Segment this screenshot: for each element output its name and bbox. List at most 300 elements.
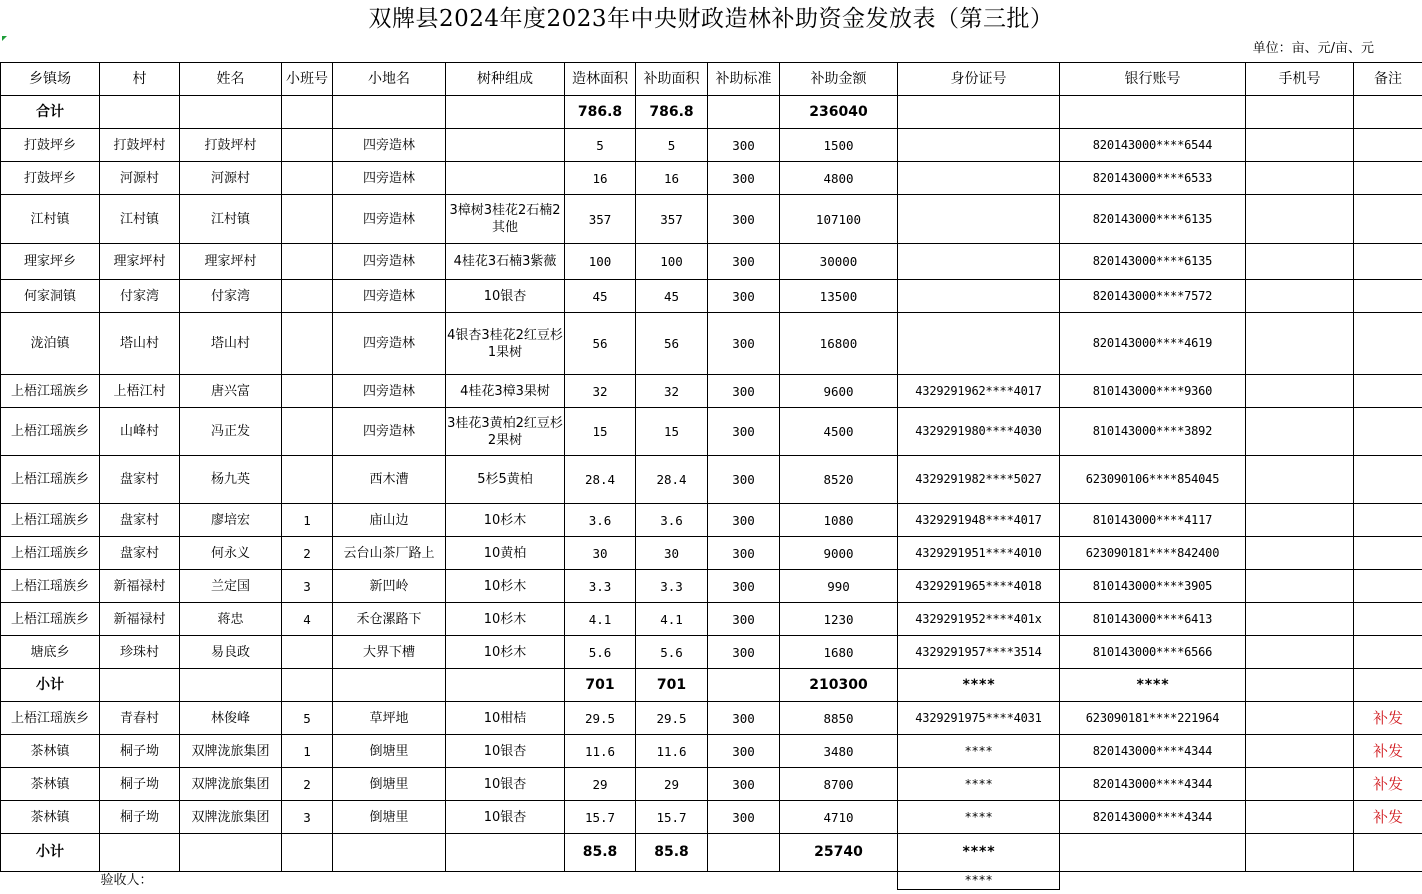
- header-species: 树种组成: [446, 63, 565, 96]
- cell-plant-area: 15: [565, 408, 636, 456]
- cell-plot: 2: [282, 768, 333, 801]
- table-row: [1, 408, 1422, 456]
- cell-standard: 300: [708, 801, 780, 834]
- cell-plot: 1: [282, 504, 333, 537]
- cell-subsidy-area: 29.5: [636, 702, 708, 735]
- cell-id-number: 4329291980****4030: [898, 408, 1060, 456]
- cell-bank-account: 820143000****4619: [1060, 313, 1246, 375]
- cell-note: [1354, 456, 1422, 504]
- cell-id-number: 4329291951****4010: [898, 537, 1060, 570]
- cell-note: 补发: [1354, 801, 1422, 834]
- subtotal-plant-area: 701: [565, 669, 636, 702]
- cell-village: 江村镇: [100, 195, 180, 244]
- cell-bank-account: 820143000****6544: [1060, 129, 1246, 162]
- cell-species: 10银杏: [446, 735, 565, 768]
- cell-note: [1354, 603, 1422, 636]
- cell-place: 新凹岭: [333, 570, 446, 603]
- cell-standard: 300: [708, 195, 780, 244]
- cell-subsidy-area: 3.6: [636, 504, 708, 537]
- cell-amount: 13500: [780, 280, 898, 313]
- cell-amount: 1230: [780, 603, 898, 636]
- cell-bank-account: 623090181****842400: [1060, 537, 1246, 570]
- cell-town: 上梧江瑶族乡: [1, 456, 100, 504]
- cell-amount: 8700: [780, 768, 898, 801]
- cell-phone: [1246, 375, 1354, 408]
- cell-plant-area: 15.7: [565, 801, 636, 834]
- subtotal-bank: ****: [1060, 669, 1246, 702]
- cell-id-number: 4329291952****401x: [898, 603, 1060, 636]
- cell-village: 山峰村: [100, 408, 180, 456]
- total-plant-area: 786.8: [565, 96, 636, 129]
- cell-phone: [1246, 456, 1354, 504]
- table-row: [1, 702, 1422, 735]
- cell-plot: [282, 636, 333, 669]
- cell-subsidy-area: 32: [636, 375, 708, 408]
- cell-subsidy-area: 45: [636, 280, 708, 313]
- cell-species: 10杉木: [446, 570, 565, 603]
- cell-plot: [282, 375, 333, 408]
- cell-plant-area: 357: [565, 195, 636, 244]
- cell-subsidy-area: 29: [636, 768, 708, 801]
- cell-village: 盘家村: [100, 537, 180, 570]
- cell-note: [1354, 162, 1422, 195]
- cell-plant-area: 45: [565, 280, 636, 313]
- cell-place: 四旁造林: [333, 313, 446, 375]
- cell-village: 理家坪村: [100, 244, 180, 280]
- cell-subsidy-area: 5: [636, 129, 708, 162]
- cell-plant-area: 29.5: [565, 702, 636, 735]
- cell-place: 大界下槽: [333, 636, 446, 669]
- cell-subsidy-area: 4.1: [636, 603, 708, 636]
- cell-name: 塔山村: [180, 313, 282, 375]
- cell-amount: 1080: [780, 504, 898, 537]
- cell-bank-account: 820143000****4344: [1060, 735, 1246, 768]
- cell-subsidy-area: 56: [636, 313, 708, 375]
- cell-town: 上梧江瑶族乡: [1, 408, 100, 456]
- cell-plant-area: 30: [565, 537, 636, 570]
- cell-plant-area: 3.3: [565, 570, 636, 603]
- cell-id-number: 4329291962****4017: [898, 375, 1060, 408]
- cell-place: 西木漕: [333, 456, 446, 504]
- table-row: [1, 456, 1422, 504]
- header-id-number: 身份证号: [898, 63, 1060, 96]
- cell-plant-area: 29: [565, 768, 636, 801]
- cell-bank-account: 623090181****221964: [1060, 702, 1246, 735]
- cell-standard: 300: [708, 129, 780, 162]
- cell-place: 倒塘里: [333, 735, 446, 768]
- cell-place: 草坪地: [333, 702, 446, 735]
- cell-standard: 300: [708, 456, 780, 504]
- cell-place: 四旁造林: [333, 280, 446, 313]
- table-row: [1, 537, 1422, 570]
- cell-town: 打鼓坪乡: [1, 129, 100, 162]
- cell-standard: 300: [708, 702, 780, 735]
- cell-town: 茶林镇: [1, 801, 100, 834]
- cell-id-number: [898, 244, 1060, 280]
- cell-id-number: 4329291982****5027: [898, 456, 1060, 504]
- cell-town: 上梧江瑶族乡: [1, 504, 100, 537]
- cell-amount: 8850: [780, 702, 898, 735]
- cell-amount: 1500: [780, 129, 898, 162]
- cell-place: 庙山边: [333, 504, 446, 537]
- cell-id-number: [898, 280, 1060, 313]
- table-row: [1, 129, 1422, 162]
- cell-phone: [1246, 801, 1354, 834]
- cell-species: 10柑桔: [446, 702, 565, 735]
- cell-note: [1354, 244, 1422, 280]
- cell-note: [1354, 313, 1422, 375]
- header-note: 备注: [1354, 63, 1422, 96]
- cell-village: 盘家村: [100, 456, 180, 504]
- cell-bank-account: 810143000****9360: [1060, 375, 1246, 408]
- total-amount: 236040: [780, 96, 898, 129]
- header-bank-account: 银行账号: [1060, 63, 1246, 96]
- cell-bank-account: 810143000****3892: [1060, 408, 1246, 456]
- unit-label: 单位：亩、元/亩、元: [1252, 41, 1374, 56]
- subtotal-row: [1, 834, 1422, 872]
- cell-species: 10银杏: [446, 801, 565, 834]
- cell-plot: 3: [282, 801, 333, 834]
- cell-bank-account: 810143000****6413: [1060, 603, 1246, 636]
- cell-plant-area: 3.6: [565, 504, 636, 537]
- cell-phone: [1246, 636, 1354, 669]
- cell-plant-area: 4.1: [565, 603, 636, 636]
- header-plant-area: 造林面积: [565, 63, 636, 96]
- table-row: [1, 375, 1422, 408]
- subtotal-row: [1, 669, 1422, 702]
- cell-standard: 300: [708, 537, 780, 570]
- subtotal-amount: 25740: [780, 834, 898, 872]
- cell-plant-area: 5.6: [565, 636, 636, 669]
- table-row: [1, 244, 1422, 280]
- cell-name: 江村镇: [180, 195, 282, 244]
- cell-species: [446, 162, 565, 195]
- cell-amount: 1680: [780, 636, 898, 669]
- cell-note: [1354, 408, 1422, 456]
- subtotal-subsidy-area: 701: [636, 669, 708, 702]
- cell-plot: [282, 280, 333, 313]
- cell-place: 四旁造林: [333, 195, 446, 244]
- cell-note: [1354, 537, 1422, 570]
- cell-standard: 300: [708, 313, 780, 375]
- table-row: [1, 280, 1422, 313]
- cell-subsidy-area: 15: [636, 408, 708, 456]
- table-row: [1, 570, 1422, 603]
- cell-id-number: 4329291975****4031: [898, 702, 1060, 735]
- table-row: [1, 768, 1422, 801]
- cell-phone: [1246, 603, 1354, 636]
- cell-plant-area: 11.6: [565, 735, 636, 768]
- cell-note: 补发: [1354, 702, 1422, 735]
- cell-amount: 990: [780, 570, 898, 603]
- cell-bank-account: 820143000****6533: [1060, 162, 1246, 195]
- cell-plot: 1: [282, 735, 333, 768]
- cell-bank-account: 820143000****6135: [1060, 195, 1246, 244]
- table-row: [1, 195, 1422, 244]
- cell-species: 4桂花3樟3果树: [446, 375, 565, 408]
- cell-town: 上梧江瑶族乡: [1, 570, 100, 603]
- table-row: [1, 636, 1422, 669]
- cell-name: 唐兴富: [180, 375, 282, 408]
- cell-standard: 300: [708, 244, 780, 280]
- cell-species: 10杉木: [446, 636, 565, 669]
- cell-species: 4桂花3石楠3紫薇: [446, 244, 565, 280]
- cell-id-number: [898, 195, 1060, 244]
- cell-species: [446, 129, 565, 162]
- cell-plot: [282, 408, 333, 456]
- cell-phone: [1246, 244, 1354, 280]
- cell-amount: 9000: [780, 537, 898, 570]
- cell-name: 打鼓坪村: [180, 129, 282, 162]
- cell-name: 付家湾: [180, 280, 282, 313]
- footer-row: [1, 872, 1422, 890]
- cell-name: 蒋忠: [180, 603, 282, 636]
- cell-name: 兰定国: [180, 570, 282, 603]
- cell-id-number: 4329291948****4017: [898, 504, 1060, 537]
- cell-plot: [282, 456, 333, 504]
- cell-standard: 300: [708, 375, 780, 408]
- footer-id: ****: [898, 872, 1060, 890]
- cell-note: [1354, 280, 1422, 313]
- cell-name: 杨九英: [180, 456, 282, 504]
- cell-phone: [1246, 735, 1354, 768]
- header-town: 乡镇场: [1, 63, 100, 96]
- cell-village: 新福禄村: [100, 570, 180, 603]
- header-village: 村: [100, 63, 180, 96]
- cell-species: 5杉5黄柏: [446, 456, 565, 504]
- cell-plot: [282, 195, 333, 244]
- cell-standard: 300: [708, 603, 780, 636]
- cell-phone: [1246, 162, 1354, 195]
- cell-plot: [282, 129, 333, 162]
- cell-town: 上梧江瑶族乡: [1, 603, 100, 636]
- page-title: 双牌县2024年度2023年中央财政造林补助资金发放表（第三批）: [368, 6, 1054, 32]
- cell-id-number: 4329291965****4018: [898, 570, 1060, 603]
- subtotal-plant-area: 85.8: [565, 834, 636, 872]
- cell-subsidy-area: 357: [636, 195, 708, 244]
- cell-note: [1354, 375, 1422, 408]
- cell-name: 双牌泷旅集团: [180, 735, 282, 768]
- cell-bank-account: 820143000****6135: [1060, 244, 1246, 280]
- table-row: [1, 313, 1422, 375]
- cell-plant-area: 5: [565, 129, 636, 162]
- cell-id-number: ****: [898, 735, 1060, 768]
- cell-village: 桐子坳: [100, 768, 180, 801]
- cell-amount: 4710: [780, 801, 898, 834]
- header-standard: 补助标准: [708, 63, 780, 96]
- cell-standard: 300: [708, 768, 780, 801]
- cell-standard: 300: [708, 408, 780, 456]
- subtotal-amount: 210300: [780, 669, 898, 702]
- cell-village: 塔山村: [100, 313, 180, 375]
- table-row: [1, 801, 1422, 834]
- cell-place: 禾仓漯路下: [333, 603, 446, 636]
- cell-place: 四旁造林: [333, 375, 446, 408]
- total-row: [1, 96, 1422, 129]
- cell-plot: 3: [282, 570, 333, 603]
- cell-amount: 4500: [780, 408, 898, 456]
- table-row: [1, 504, 1422, 537]
- cell-phone: [1246, 313, 1354, 375]
- cell-id-number: [898, 162, 1060, 195]
- subtotal-label: 小计: [1, 834, 100, 872]
- cell-species: 10银杏: [446, 280, 565, 313]
- cell-place: 倒塘里: [333, 768, 446, 801]
- table-row: [1, 735, 1422, 768]
- cell-subsidy-area: 5.6: [636, 636, 708, 669]
- cell-standard: 300: [708, 280, 780, 313]
- cell-comment-marker: [2, 36, 7, 41]
- cell-plant-area: 32: [565, 375, 636, 408]
- cell-village: 新福禄村: [100, 603, 180, 636]
- cell-subsidy-area: 3.3: [636, 570, 708, 603]
- cell-town: 塘底乡: [1, 636, 100, 669]
- cell-phone: [1246, 768, 1354, 801]
- cell-place: 倒塘里: [333, 801, 446, 834]
- cell-village: 上梧江村: [100, 375, 180, 408]
- cell-town: 打鼓坪乡: [1, 162, 100, 195]
- cell-plant-area: 28.4: [565, 456, 636, 504]
- cell-id-number: [898, 313, 1060, 375]
- table-row: [1, 162, 1422, 195]
- cell-species: 10银杏: [446, 768, 565, 801]
- cell-name: 何永义: [180, 537, 282, 570]
- cell-village: 打鼓坪村: [100, 129, 180, 162]
- cell-village: 盘家村: [100, 504, 180, 537]
- subtotal-label: 小计: [1, 669, 100, 702]
- cell-bank-account: 810143000****3905: [1060, 570, 1246, 603]
- cell-subsidy-area: 11.6: [636, 735, 708, 768]
- cell-bank-account: 820143000****4344: [1060, 801, 1246, 834]
- cell-id-number: ****: [898, 768, 1060, 801]
- cell-bank-account: 623090106****854045: [1060, 456, 1246, 504]
- cell-name: 理家坪村: [180, 244, 282, 280]
- cell-phone: [1246, 408, 1354, 456]
- cell-town: 上梧江瑶族乡: [1, 702, 100, 735]
- cell-note: 补发: [1354, 768, 1422, 801]
- header-phone: 手机号: [1246, 63, 1354, 96]
- cell-note: [1354, 636, 1422, 669]
- cell-amount: 8520: [780, 456, 898, 504]
- cell-note: [1354, 504, 1422, 537]
- total-subsidy-area: 786.8: [636, 96, 708, 129]
- header-row: [1, 63, 1422, 96]
- cell-plant-area: 56: [565, 313, 636, 375]
- cell-note: [1354, 129, 1422, 162]
- cell-name: 双牌泷旅集团: [180, 801, 282, 834]
- cell-plot: 4: [282, 603, 333, 636]
- cell-village: 付家湾: [100, 280, 180, 313]
- total-label: 合计: [1, 96, 100, 129]
- cell-standard: 300: [708, 504, 780, 537]
- cell-standard: 300: [708, 570, 780, 603]
- subtotal-id: ****: [898, 834, 1060, 872]
- cell-plant-area: 100: [565, 244, 636, 280]
- cell-amount: 9600: [780, 375, 898, 408]
- cell-phone: [1246, 280, 1354, 313]
- cell-species: 10杉木: [446, 504, 565, 537]
- cell-species: 3桂花3黄柏2红豆杉2果树: [446, 408, 565, 456]
- cell-standard: 300: [708, 162, 780, 195]
- subtotal-subsidy-area: 85.8: [636, 834, 708, 872]
- cell-bank-account: 820143000****7572: [1060, 280, 1246, 313]
- header-name: 姓名: [180, 63, 282, 96]
- cell-name: 河源村: [180, 162, 282, 195]
- cell-amount: 107100: [780, 195, 898, 244]
- cell-place: 四旁造林: [333, 408, 446, 456]
- cell-plot: 2: [282, 537, 333, 570]
- cell-amount: 4800: [780, 162, 898, 195]
- cell-id-number: ****: [898, 801, 1060, 834]
- cell-plot: [282, 313, 333, 375]
- cell-name: 冯正发: [180, 408, 282, 456]
- header-subsidy-area: 补助面积: [636, 63, 708, 96]
- cell-phone: [1246, 195, 1354, 244]
- cell-subsidy-area: 28.4: [636, 456, 708, 504]
- cell-town: 茶林镇: [1, 735, 100, 768]
- cell-amount: 16800: [780, 313, 898, 375]
- cell-plant-area: 16: [565, 162, 636, 195]
- cell-village: 桐子坳: [100, 735, 180, 768]
- cell-town: 上梧江瑶族乡: [1, 375, 100, 408]
- cell-phone: [1246, 129, 1354, 162]
- cell-town: 何家洞镇: [1, 280, 100, 313]
- cell-name: 双牌泷旅集团: [180, 768, 282, 801]
- cell-subsidy-area: 15.7: [636, 801, 708, 834]
- cell-town: 理家坪乡: [1, 244, 100, 280]
- cell-standard: 300: [708, 636, 780, 669]
- cell-town: 茶林镇: [1, 768, 100, 801]
- cell-village: 河源村: [100, 162, 180, 195]
- header-place: 小地名: [333, 63, 446, 96]
- cell-name: 易良政: [180, 636, 282, 669]
- cell-species: 3樟树3桂花2石楠2其他: [446, 195, 565, 244]
- cell-village: 桐子坳: [100, 801, 180, 834]
- cell-village: 珍珠村: [100, 636, 180, 669]
- cell-note: [1354, 195, 1422, 244]
- cell-place: 云台山茶厂路上: [333, 537, 446, 570]
- cell-amount: 3480: [780, 735, 898, 768]
- cell-place: 四旁造林: [333, 162, 446, 195]
- cell-bank-account: 810143000****6566: [1060, 636, 1246, 669]
- cell-species: 10杉木: [446, 603, 565, 636]
- cell-plot: 5: [282, 702, 333, 735]
- cell-town: 上梧江瑶族乡: [1, 537, 100, 570]
- cell-place: 四旁造林: [333, 129, 446, 162]
- cell-name: 林俊峰: [180, 702, 282, 735]
- cell-note: [1354, 570, 1422, 603]
- cell-note: 补发: [1354, 735, 1422, 768]
- subsidy-table: [0, 62, 1422, 890]
- receiver-label: 验收人：: [100, 872, 180, 890]
- cell-name: 廖培宏: [180, 504, 282, 537]
- cell-place: 四旁造林: [333, 244, 446, 280]
- cell-subsidy-area: 30: [636, 537, 708, 570]
- cell-phone: [1246, 702, 1354, 735]
- header-amount: 补助金额: [780, 63, 898, 96]
- cell-phone: [1246, 570, 1354, 603]
- cell-plot: [282, 244, 333, 280]
- cell-id-number: 4329291957****3514: [898, 636, 1060, 669]
- cell-town: 泷泊镇: [1, 313, 100, 375]
- cell-id-number: [898, 129, 1060, 162]
- cell-bank-account: 820143000****4344: [1060, 768, 1246, 801]
- cell-bank-account: 810143000****4117: [1060, 504, 1246, 537]
- cell-phone: [1246, 504, 1354, 537]
- cell-subsidy-area: 16: [636, 162, 708, 195]
- subtotal-id: ****: [898, 669, 1060, 702]
- header-plot: 小班号: [282, 63, 333, 96]
